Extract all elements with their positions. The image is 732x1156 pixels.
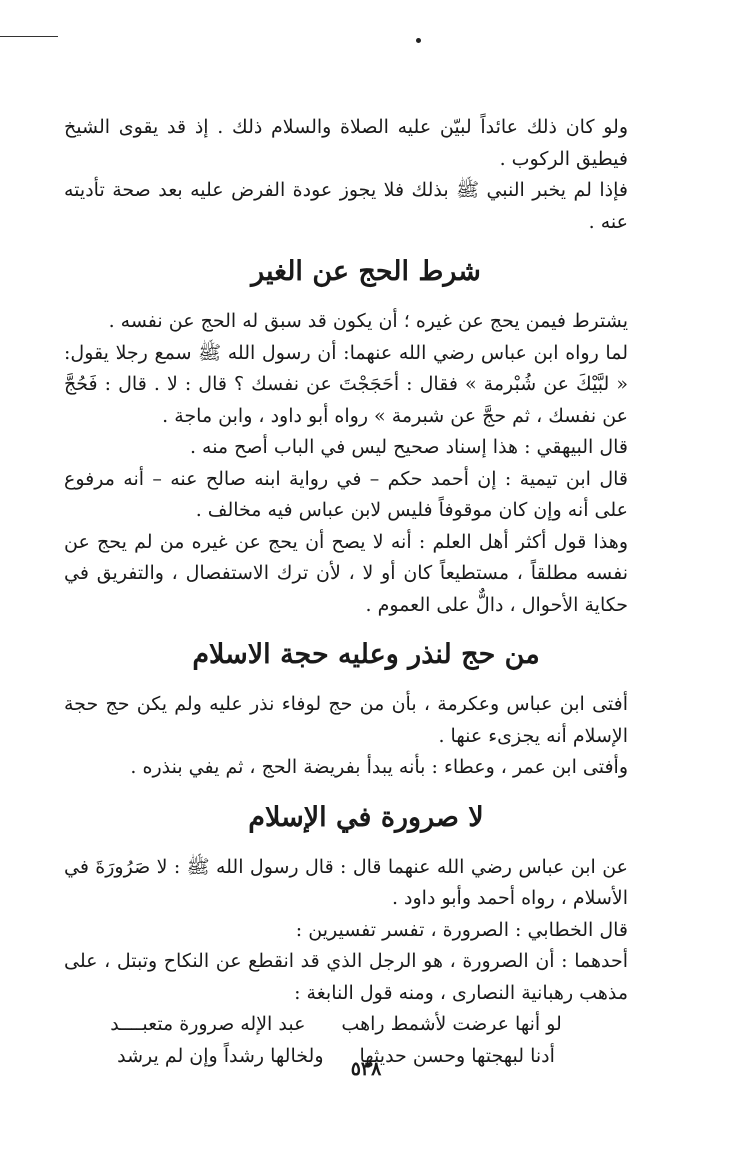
paragraph: قال ابن تيمية : إن أحمد حكم – في رواية ابنه صالح عنه – أنه مرفوع على أنه وإن كان موقوفاً فليس لابن عباس فيه مخالف . [64,467,628,521]
header-dot [416,38,421,43]
poem-hemistich: ولخالها رشداً وإن لم يرشد [117,1044,324,1067]
paragraph: يشترط فيمن يحج عن غيره ؛ أن يكون قد سبق له الحج عن نفسه . [108,310,628,332]
paragraph: وهذا قول أكثر أهل العلم : أنه لا يصح أن يحج عن غيره من لم يحج عن نفسه مطلقاً ، مستطيعاً كان أو لا ، لأن ترك الاستفصال ، والتفريق في حكاية الأحوال ، دالٌّ على العموم . [64,530,628,616]
header-rule [0,36,58,37]
page-body [64,112,668,1072]
poem-hemistich: لو أنها عرضت لأشمط راهب [341,1013,562,1035]
section-heading: من حج لنذر وعليه حجة الاسلام [192,639,540,670]
poem-hemistich: أدنا لبهجتها وحسن حديثها [359,1044,555,1067]
page-number: ٥٣٨ [350,1058,382,1080]
poem-verse [64,1009,668,1041]
section-heading: لا صرورة في الإسلام [248,801,484,833]
paragraph: ولو كان ذلك عائداً لبيّن عليه الصلاة والسلام ذلك . إذ قد يقوى الشيخ فيطيق الركوب . [64,116,628,170]
paragraph: أحدهما : أن الصرورة ، هو الرجل الذي قد انقطع عن النكاح وتبتل ، على مذهب رهبانية النصارى ، ومنه قول النابغة : [64,950,628,1004]
section-heading: شرط الحج عن الغير [251,256,481,287]
paragraph: أفتى ابن عباس وعكرمة ، بأن من حج لوفاء نذر عليه ولم يكن حج حجة الإسلام أنه يجزىء عنها . [64,693,628,747]
poem-hemistich: عبد الإله صرورة متعبــــد [110,1013,306,1035]
paragraph: لما رواه ابن عباس رضي الله عنهما: أن رسول الله ﷺ سمع رجلا يقول: « لبَّيْكَ عن شُبْرمة » فقال : أحَجَجْتَ عن نفسك ؟ قال : لا . قال : فَحُجَّ عن نفسك ، ثم حجَّ عن شبرمة » رواه أبو داود ، وابن ماجة . [64,341,628,427]
paragraph: فإذا لم يخبر النبي ﷺ بذلك فلا يجوز عودة الفرض عليه بعد صحة تأديته عنه . [64,179,628,233]
paragraph: عن ابن عباس رضي الله عنهما قال : قال رسول الله ﷺ : لا صَرُورَةَ في الأسلام ، رواه أحمد وأبو داود . [64,855,628,909]
paragraph: قال الخطابي : الصرورة ، تفسر تفسيرين : [295,918,628,941]
paragraph: وأفتى ابن عمر ، وعطاء : بأنه يبدأ بفريضة الحج ، ثم يفي بنذره . [130,756,628,778]
paragraph: قال البيهقي : هذا إسناد صحيح ليس في الباب أصح منه . [189,436,628,458]
